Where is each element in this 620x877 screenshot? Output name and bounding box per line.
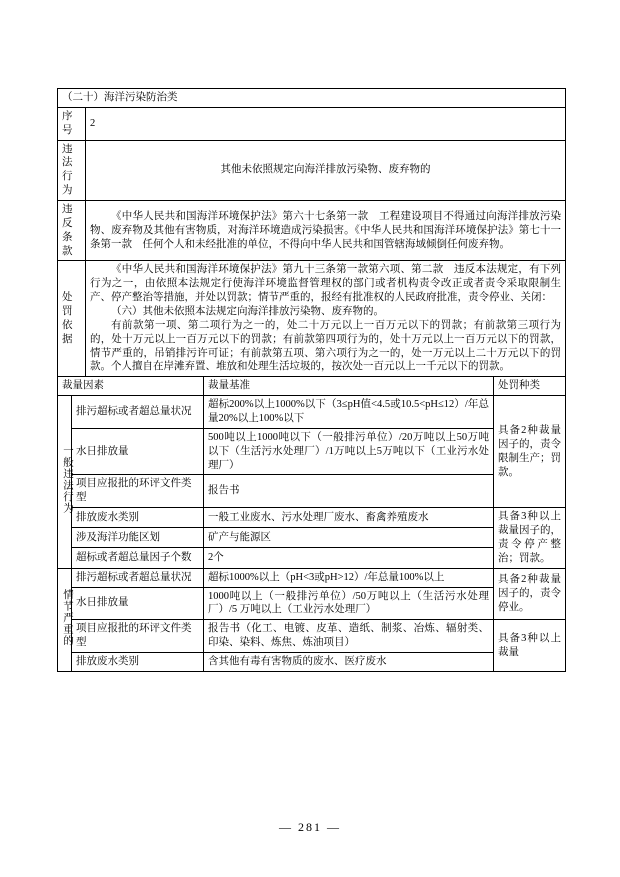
table-row [58, 528, 566, 548]
table-row [58, 428, 566, 475]
basis-paragraph-3: 有前款第一项、第二项行为之一的，处二十万元以上一百万元以下的罚款；有前款第三项行为的，处十万元以上一百万元以下的罚款；有前款第四项行为的，处十万元以上一百万元以下的罚款，情节严重的，吊销排污许可证；有前款第五项、第六项行为之一的，处一万元以上二十万元以下的罚款。个人擅自在岸滩弃置、堆放和处理生活垃圾的，按次处一百元以上一千元以下的罚款。 [90, 319, 562, 373]
benchmark-cell: 报告书 [204, 475, 494, 508]
violation-value: 其他未依照规定向海洋排放污染物、废弃物的 [86, 140, 566, 200]
penalty-type-cell: 具备3种以上裁量因子的，责令停产整治；罚款。 [494, 508, 566, 568]
factor-cell: 排污超标或者超总量状况 [72, 568, 204, 587]
table-row [58, 652, 566, 671]
benchmark-cell: 1000吨以上（一般排污单位）/50万吨以上（生活污水处理厂）/5 万吨以上（工业污水处理厂） [204, 587, 494, 620]
benchmark-cell: 含其他有毒有害物质的废水、医疗废水 [204, 652, 494, 671]
factor-cell: 水日排放量 [72, 587, 204, 620]
benchmark-cell: 超标200%以上1000%以下（3≤pH值<4.5或10.5<pH≤12）/年总量20%以上100%以下 [204, 396, 494, 429]
group-general-marker [58, 396, 72, 568]
group-serious-label: 情节严重的 [62, 588, 74, 647]
factor-cell: 涉及海洋功能区划 [72, 528, 204, 548]
benchmark-cell: 2个 [204, 548, 494, 568]
table-row [58, 107, 566, 140]
basis-paragraph-2: （六）其他未依照本法规定向海洋排放污染物、废弃物的。 [111, 306, 384, 318]
clause-value: 《中华人民共和国海洋环境保护法》第六十七条第一款 工程建设项目不得通过向海洋排放污染物、废弃物及其他有害物质，对海洋环境造成污染损害。《中华人民共和国海洋环境保护法》第七十一条第一款 任何个人和未经批准的单位，不得向中华人民共和国管辖海域倾倒任何废弃物。 [86, 201, 566, 261]
group-serious-marker [58, 568, 72, 671]
benchmark-cell: 矿产与能源区 [204, 528, 494, 548]
clause-label: 违反条款 [58, 201, 86, 261]
basis-value [86, 261, 566, 377]
seq-value: 2 [86, 107, 566, 140]
benchmark-cell: 一般工业废水、污水处理厂废水、畜禽养殖废水 [204, 508, 494, 528]
basis-label: 处罚依据 [58, 261, 86, 377]
table-row [58, 396, 566, 429]
table-row [58, 140, 566, 200]
table-row [58, 475, 566, 508]
header-factor: 裁量因素 [58, 377, 204, 396]
table-row [58, 89, 566, 108]
benchmark-cell: 报告书（化工、电镀、皮革、造纸、制浆、冶炼、辐射类、印染、染料、炼焦、炼油项目） [204, 620, 494, 653]
benchmark-cell: 超标1000%以上（pH<3或pH>12）/年总量100%以上 [204, 568, 494, 587]
seq-label: 序号 [58, 107, 86, 140]
group-general-label: 一般违法行为 [62, 444, 74, 514]
benchmark-cell: 500吨以上1000吨以下（一般排污单位）/20万吨以上50万吨以下（生活污水处理厂）/1万吨以上5万吨以下（工业污水处理厂） [204, 428, 494, 475]
penalty-type-cell: 具备2种裁量因子的，责令限制生产；罚款。 [494, 396, 566, 508]
table-row [58, 568, 566, 587]
factor-cell: 水日排放量 [72, 428, 204, 475]
header-penalty-type: 处罚种类 [494, 377, 566, 396]
section-title: （二十）海洋污染防治类 [58, 89, 566, 108]
factor-cell: 排污超标或者超总量状况 [72, 396, 204, 429]
factor-cell: 排放废水类别 [72, 508, 204, 528]
factor-cell: 项目应报批的环评文件类型 [72, 475, 204, 508]
header-benchmark: 裁量基准 [204, 377, 494, 396]
factor-cell: 排放废水类别 [72, 652, 204, 671]
basis-paragraph-1: 《中华人民共和国海洋环境保护法》第九十三条第一款第六项、第二款 违反本法规定，有下列行为之一，由依照本法规定行使海洋环境监督管理权的部门或者机构责令改正或者责令采取限制生产、停产整治等措施，并处以罚款；情节严重的，报经有批准权的人民政府批准，责令停业、关闭： [90, 264, 562, 304]
table-row [58, 548, 566, 568]
factor-cell: 项目应报批的环评文件类型 [72, 620, 204, 653]
violation-label: 违法行为 [58, 140, 86, 200]
page-content [57, 88, 565, 672]
table-row [58, 201, 566, 261]
table-row [58, 587, 566, 620]
table-header-row [58, 377, 566, 396]
penalty-discretion-table [57, 88, 566, 672]
penalty-type-cell: 具备3种以上裁量 [494, 620, 566, 672]
page-number: — 281 — [279, 820, 341, 834]
table-row [58, 261, 566, 377]
penalty-type-cell: 具备2种裁量因子的，责令停业。 [494, 568, 566, 620]
table-row [58, 620, 566, 653]
table-row [58, 508, 566, 528]
factor-cell: 超标或者超总量因子个数 [72, 548, 204, 568]
